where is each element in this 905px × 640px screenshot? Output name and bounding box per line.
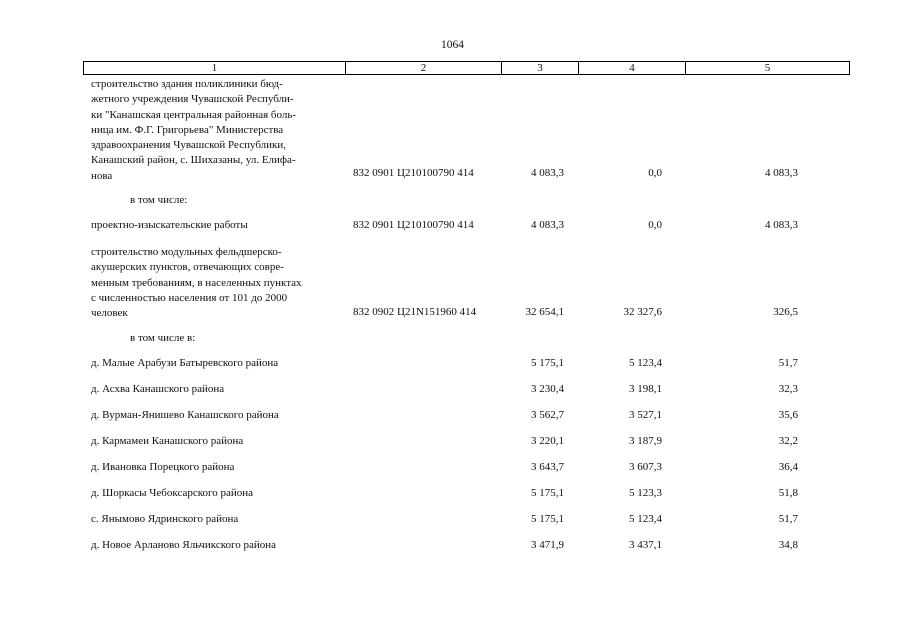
col4-value: 0,0 (648, 167, 662, 179)
header-col-1: 1 (211, 62, 218, 74)
col4-value: 5 123,3 (629, 487, 662, 499)
settlement-name: д. Кармамеи Канашского района (91, 435, 244, 447)
header-col-5: 5 (685, 62, 849, 74)
header-col-3: 3 (501, 62, 578, 74)
settlement-name: д. Новое Арланово Яльчикского района (91, 539, 277, 551)
desc-line: ница им. Ф.Г. Григорьева" Министерства (91, 123, 284, 136)
header-col-4: 4 (578, 62, 685, 74)
header-col-2: 2 (345, 62, 501, 74)
desc-line: нова (91, 169, 113, 182)
col3-value: 5 175,1 (531, 487, 564, 499)
desc-line: Канашский район, с. Шихазаны, ул. Елифа- (91, 154, 296, 167)
col4-value: 0,0 (648, 219, 662, 231)
desc-line: строительство здания поликлиники бюд- (91, 78, 283, 90)
col3-value: 3 471,9 (531, 539, 564, 551)
col3-value: 5 175,1 (531, 357, 564, 369)
desc-line: ки "Канашская центральная районная боль- (91, 108, 297, 121)
desc-line: здравоохранения Чувашской Республики, (91, 139, 286, 152)
budget-code: 832 0901 Ц210100790 414 (353, 219, 474, 231)
table-header (83, 61, 850, 75)
col4-value: 3 187,9 (629, 435, 662, 447)
subheading: в том числе в: (130, 332, 196, 344)
col4-value: 3 437,1 (629, 539, 662, 551)
col3-value: 5 175,1 (531, 513, 564, 525)
col3-value: 4 083,3 (531, 167, 564, 179)
subheading: в том числе: (130, 194, 188, 206)
item-label: проектно-изыскательские работы (91, 219, 248, 231)
col3-value: 32 654,1 (525, 306, 564, 318)
desc-line: с численностью населения от 101 до 2000 (91, 291, 288, 304)
col5-value: 32,3 (778, 383, 798, 395)
col4-value: 5 123,4 (629, 357, 662, 369)
item-description (91, 245, 338, 321)
col4-value: 3 527,1 (629, 409, 662, 421)
settlement-name: д. Малые Арабузи Батыревского района (91, 357, 279, 369)
col3-value: 3 220,1 (531, 435, 564, 447)
settlement-name: д. Ивановка Порецкого района (91, 461, 235, 473)
desc-line: строительство модульных фельдшерско- (91, 246, 282, 258)
desc-line: менным требованиям, в населенных пунктах (91, 276, 302, 289)
desc-line: жетного учреждения Чувашской Республи- (91, 93, 294, 106)
col5-value: 32,2 (778, 435, 798, 447)
col5-value: 4 083,3 (765, 167, 798, 179)
settlement-name: д. Шоркасы Чебоксарского района (91, 487, 254, 499)
budget-code: 832 0902 Ц21N151960 414 (353, 306, 477, 318)
settlement-name: д. Асхва Канашского района (91, 383, 225, 395)
budget-code: 832 0901 Ц210100790 414 (353, 167, 474, 179)
desc-line: человек (91, 307, 128, 320)
col4-value: 3 607,3 (629, 461, 662, 473)
col5-value: 51,7 (778, 513, 798, 525)
col5-value: 36,4 (778, 461, 798, 473)
col3-value: 3 643,7 (531, 461, 564, 473)
col5-value: 51,8 (778, 487, 798, 499)
col4-value: 3 198,1 (629, 383, 662, 395)
page-number: 1064 (441, 39, 464, 51)
col3-value: 3 230,4 (531, 383, 564, 395)
col4-value: 5 123,4 (629, 513, 662, 525)
col3-value: 3 562,7 (531, 409, 564, 421)
col5-value: 51,7 (778, 357, 798, 369)
settlement-name: д. Вурман-Янишево Канашского района (91, 409, 279, 421)
col5-value: 326,5 (773, 306, 798, 318)
desc-line: акушерских пунктов, отвечающих совре- (91, 261, 284, 274)
item-description (91, 77, 338, 184)
col5-value: 4 083,3 (765, 219, 798, 231)
col5-value: 34,8 (778, 539, 798, 551)
col5-value: 35,6 (778, 409, 798, 421)
col3-value: 4 083,3 (531, 219, 564, 231)
settlement-name: с. Янымово Ядринского района (91, 513, 239, 525)
col4-value: 32 327,6 (623, 306, 662, 318)
